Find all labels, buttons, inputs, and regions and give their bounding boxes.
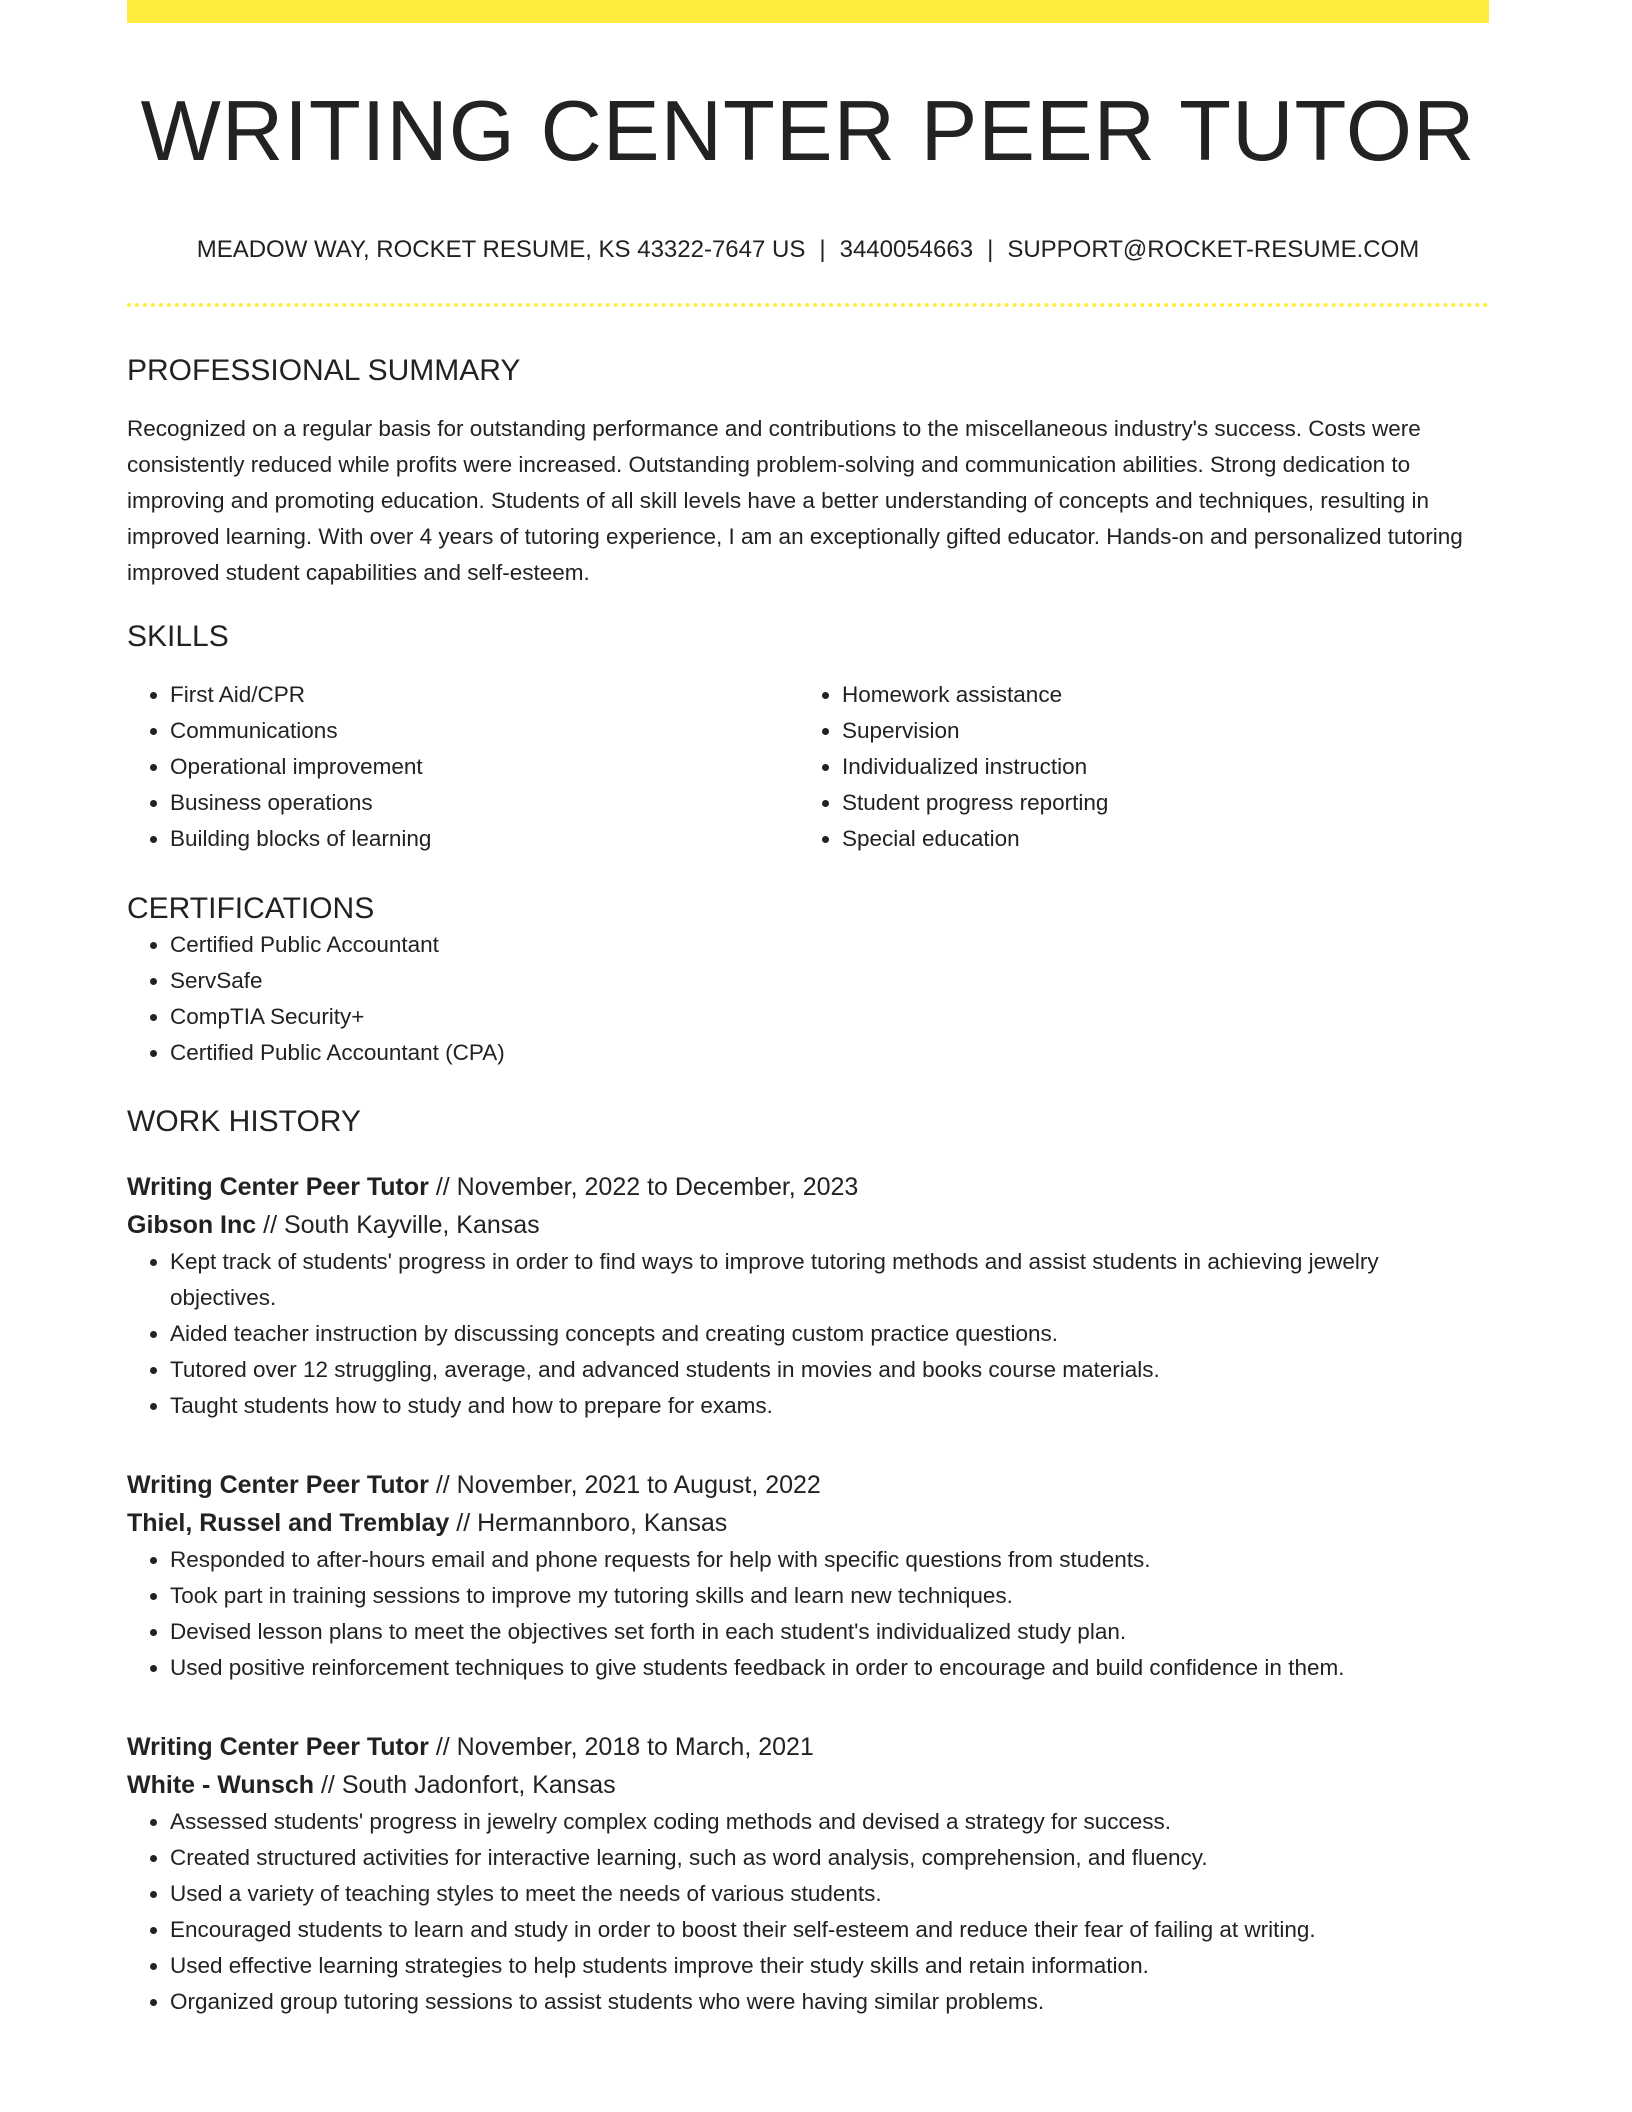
job-bullet: • Organized group tutoring sessions to assist students who were having similar problems.: [170, 1984, 1489, 2020]
job-bullet: • Kept track of students' progress in order to find ways to improve tutoring methods and assist students in achieving jewelry objectives.: [170, 1244, 1489, 1316]
job-company: White - Wunsch: [127, 1771, 315, 1800]
job-title-line: [127, 1168, 1489, 1206]
certification-item: • Certified Public Accountant: [170, 927, 1489, 963]
job-role: Writing Center Peer Tutor: [127, 1471, 429, 1500]
resume-page: [127, 0, 1489, 2020]
certification-item: • ServSafe: [170, 963, 1489, 999]
certifications-heading: CERTIFICATIONS: [127, 892, 375, 926]
job-role: Writing Center Peer Tutor: [127, 1733, 429, 1762]
certification-item: • CompTIA Security+: [170, 999, 1489, 1035]
job-bullets: [127, 1804, 1489, 2020]
job-bullet: • Used effective learning strategies to help students improve their study skills and retain information.: [170, 1948, 1489, 1984]
job-title-line: [127, 1466, 1489, 1504]
skill-item: • Operational improvement: [170, 749, 799, 785]
job-location: // South Kayville, Kansas: [263, 1211, 540, 1240]
skills-heading: SKILLS: [127, 620, 229, 654]
contact-address: MEADOW WAY, ROCKET RESUME, KS 43322-7647 US: [196, 235, 806, 263]
job-bullet: • Took part in training sessions to improve my tutoring skills and learn new techniques.: [170, 1578, 1489, 1614]
contact-line: [127, 236, 1489, 265]
skill-item: • Special education: [842, 821, 1471, 857]
job-bullet: • Aided teacher instruction by discussing concepts and creating custom practice questions.: [170, 1316, 1489, 1352]
skill-item: • Business operations: [170, 785, 799, 821]
resume-title: WRITING CENTER PEER TUTOR: [140, 84, 1476, 179]
job-role: Writing Center Peer Tutor: [127, 1173, 429, 1202]
job-location: // South Jadonfort, Kansas: [320, 1771, 616, 1800]
job-bullet: • Created structured activities for interactive learning, such as word analysis, comprehension, and fluency.: [170, 1840, 1489, 1876]
job-bullet: • Used a variety of teaching styles to meet the needs of various students.: [170, 1876, 1489, 1912]
certification-item: • Certified Public Accountant (CPA): [170, 1035, 1489, 1071]
skills-column-right: [799, 677, 1471, 857]
skills-column-left: [127, 677, 799, 857]
job-bullet: • Taught students how to study and how to prepare for exams.: [170, 1388, 1489, 1424]
job-entry: [127, 1728, 1489, 2020]
job-dates: // November, 2018 to March, 2021: [435, 1733, 814, 1762]
job-entry: [127, 1168, 1489, 1424]
job-title-line: [127, 1728, 1489, 1766]
skill-item: • Supervision: [842, 713, 1471, 749]
job-bullet: • Responded to after-hours email and phone requests for help with specific questions from students.: [170, 1542, 1489, 1578]
skill-item: • First Aid/CPR: [170, 677, 799, 713]
skills-grid: [127, 677, 1489, 857]
skill-item: • Communications: [170, 713, 799, 749]
contact-separator: |: [987, 235, 994, 263]
job-entry: [127, 1466, 1489, 1686]
job-company-line: [127, 1766, 1489, 1804]
job-bullet: • Devised lesson plans to meet the objectives set forth in each student's individualized study plan.: [170, 1614, 1489, 1650]
job-dates: // November, 2022 to December, 2023: [435, 1173, 859, 1202]
job-bullets: [127, 1244, 1489, 1424]
job-company: Thiel, Russel and Tremblay: [127, 1509, 450, 1538]
work-history-heading: WORK HISTORY: [127, 1105, 361, 1139]
job-bullet: • Tutored over 12 struggling, average, and advanced students in movies and books course materials.: [170, 1352, 1489, 1388]
summary-heading: PROFESSIONAL SUMMARY: [127, 354, 521, 388]
skill-item: • Homework assistance: [842, 677, 1471, 713]
job-dates: // November, 2021 to August, 2022: [435, 1471, 821, 1500]
skill-item: • Individualized instruction: [842, 749, 1471, 785]
dotted-divider: [127, 303, 1489, 307]
skill-item: • Student progress reporting: [842, 785, 1471, 821]
contact-separator: |: [819, 235, 826, 263]
job-bullet: • Assessed students' progress in jewelry complex coding methods and devised a strategy for success.: [170, 1804, 1489, 1840]
skill-item: • Building blocks of learning: [170, 821, 799, 857]
job-bullet: • Encouraged students to learn and study in order to boost their self-esteem and reduce their fear of failing at writing.: [170, 1912, 1489, 1948]
job-bullet: • Used positive reinforcement techniques to give students feedback in order to encourage and build confidence in them.: [170, 1650, 1489, 1686]
accent-bar: [127, 0, 1489, 23]
job-company-line: [127, 1206, 1489, 1244]
contact-email: SUPPORT@ROCKET-RESUME.COM: [1007, 235, 1420, 263]
job-location: // Hermannboro, Kansas: [456, 1509, 728, 1538]
certifications-list: [127, 927, 1489, 1071]
job-company: Gibson Inc: [127, 1211, 257, 1240]
job-company-line: [127, 1504, 1489, 1542]
contact-phone: 3440054663: [839, 235, 974, 263]
summary-text: Recognized on a regular basis for outstanding performance and contributions to the miscellaneous industry's success. Costs were consistently reduced while profits were increased. Outstanding problem-solving and communication abilities. Strong dedication to improving and promoting education. Students of all skill levels have a better understanding of concepts and techniques, resulting in improved learning. With over 4 years of tutoring experience, I am an exceptionally gifted educator. Hands-on and personalized tutoring improved student capabilities and self-esteem.: [127, 416, 1463, 586]
job-bullets: [127, 1542, 1489, 1686]
